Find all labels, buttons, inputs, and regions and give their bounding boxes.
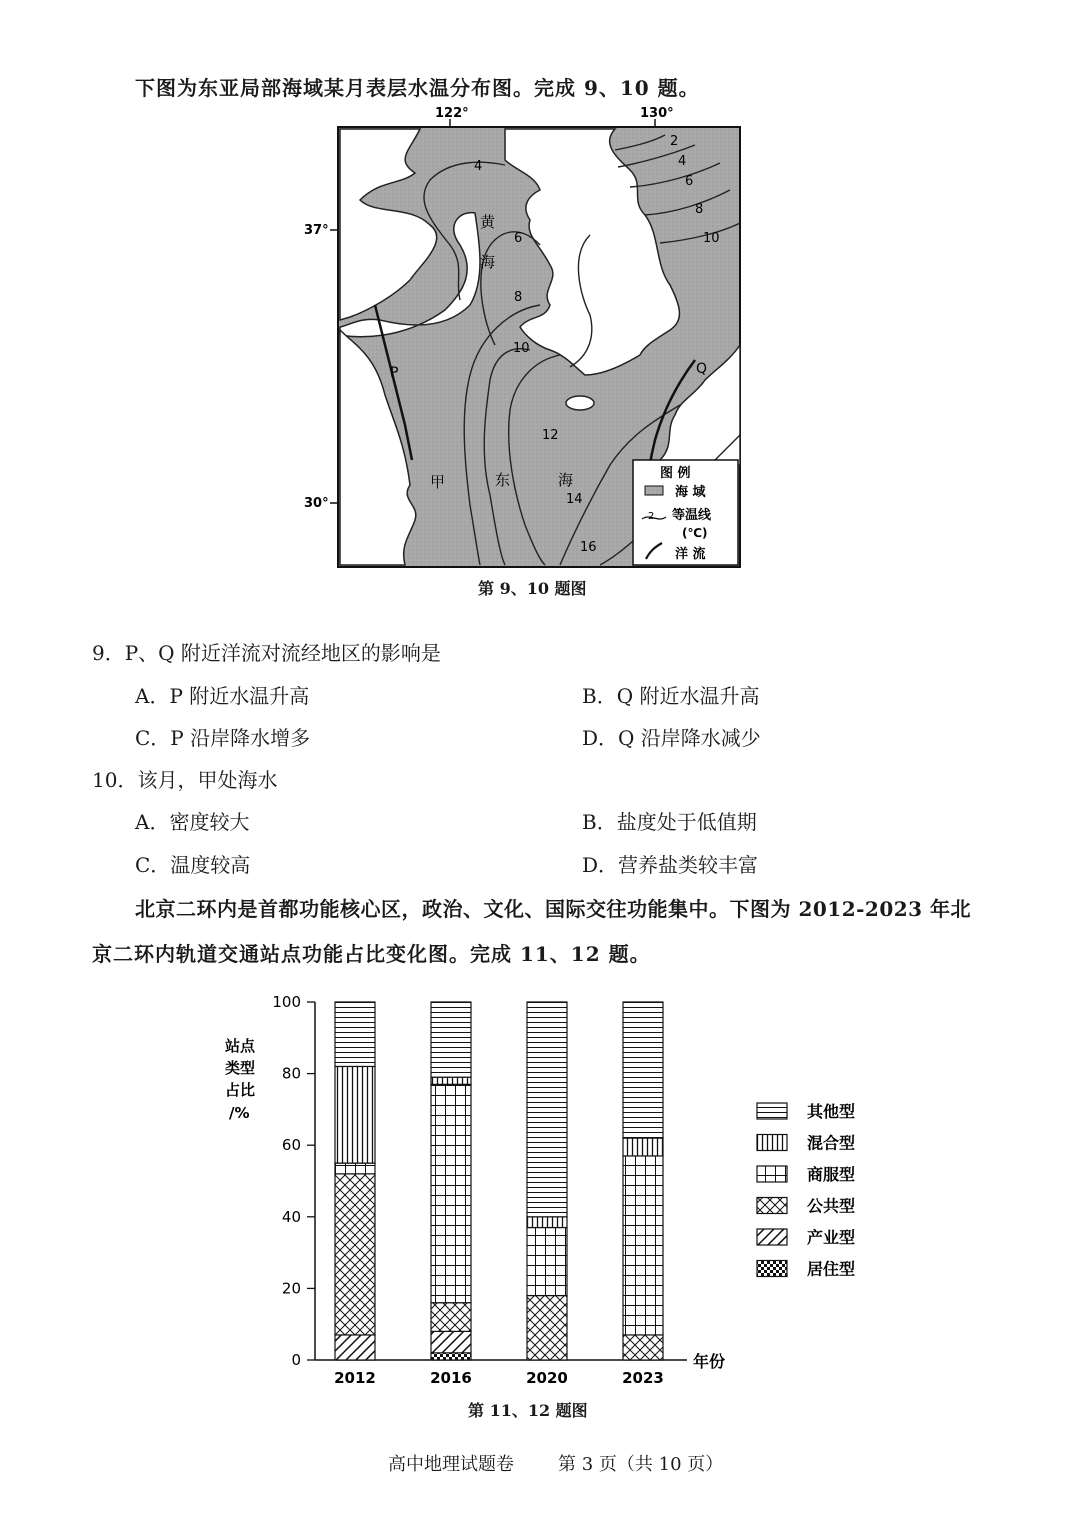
bar-segment-2016-产业型: [431, 1331, 471, 1352]
question-9-option-b: B．Q 附近水温升高: [582, 684, 760, 708]
isotherm-label-6-yellow: 6: [514, 231, 523, 246]
legend-swatch-其他型: [757, 1103, 787, 1119]
bar-segment-2020-混合型: [527, 1217, 567, 1228]
isotherm-label-6-east: 6: [685, 174, 694, 189]
legend-title: 图 例: [660, 466, 691, 481]
legend-current-label: 洋 流: [675, 547, 706, 562]
bar-segment-2012-其他型: [335, 1002, 375, 1066]
point-label-jia: 甲: [430, 473, 446, 491]
x-tick-label: 2016: [430, 1369, 472, 1385]
y-tick-label: 40: [281, 1207, 301, 1226]
legend-isotherm-unit: (℃): [682, 526, 708, 540]
chart-caption: 第 11、12 题图: [468, 1401, 588, 1420]
x-tick-label: 2020: [526, 1369, 568, 1385]
question-9-option-c: C．P 沿岸降水增多: [135, 726, 311, 750]
y-tick-label: 80: [281, 1064, 301, 1083]
bar-segment-2023-公共型: [623, 1335, 663, 1360]
station-function-chart: [215, 985, 915, 1385]
sea-label-huang: 黄: [480, 213, 496, 231]
intro-text-2-line-1: 北京二环内是首都功能核心区，政治、文化、国际交往功能集中。下图为 2012-2023 年北: [135, 897, 972, 921]
bar-segment-2012-混合型: [335, 1066, 375, 1163]
y-tick-label: 20: [281, 1279, 301, 1298]
y-axis-title-line-4: /%: [229, 1104, 250, 1122]
question-9-stem: 9．P、Q 附近洋流对流经地区的影响是: [92, 641, 441, 665]
y-tick-label: 60: [281, 1136, 301, 1155]
isotherm-label-12: 12: [542, 428, 559, 443]
legend-swatch-产业型: [757, 1229, 787, 1245]
y-axis-title-line-3: 占比: [225, 1081, 256, 1099]
isotherm-label-16: 16: [580, 540, 597, 555]
legend-swatch-公共型: [757, 1198, 787, 1214]
isotherm-label-8-east: 8: [695, 202, 704, 217]
lat-label-37: 37°: [304, 223, 329, 238]
bar-segment-2016-商服型: [431, 1084, 471, 1302]
isotherm-label-2: 2: [670, 134, 679, 149]
lat-label-30: 30°: [304, 496, 329, 511]
bar-segment-2023-商服型: [623, 1156, 663, 1335]
sea-label-dong: 东: [495, 471, 511, 489]
bar-segment-2020-商服型: [527, 1228, 567, 1296]
y-tick-label: 100: [272, 993, 301, 1011]
sea-label-hai-1: 海: [480, 253, 496, 271]
legend-sea-swatch: [645, 486, 663, 495]
sea-label-hai-2: 海: [558, 471, 574, 489]
question-10-stem: 10．该月，甲处海水: [92, 768, 278, 792]
legend-swatch-混合型: [757, 1135, 787, 1151]
footer-subject: 高中地理试题卷: [388, 1454, 514, 1475]
legend-label: 居住型: [807, 1259, 856, 1279]
legend-isotherm-label: 等温线: [672, 508, 712, 523]
bar-segment-2012-产业型: [335, 1335, 375, 1360]
y-axis-title-line-2: 类型: [225, 1059, 256, 1077]
question-10-option-a: A．密度较大: [135, 810, 250, 834]
bar-segment-2012-公共型: [335, 1174, 375, 1335]
legend-swatch-商服型: [757, 1166, 787, 1182]
legend-sea-label: 海 域: [675, 485, 706, 500]
legend-swatch-居住型: [757, 1261, 787, 1277]
isotherm-label-4-west: 4: [474, 159, 483, 174]
map-legend: [633, 460, 738, 565]
isotherm-label-8-mid: 8: [514, 290, 523, 305]
legend-isotherm-sample: 2: [648, 511, 655, 522]
bar-segment-2016-其他型: [431, 1002, 471, 1077]
lon-label-122: 122°: [435, 106, 469, 121]
intro-text-2-line-2: 京二环内轨道交通站点功能占比变化图。完成 11、12 题。: [92, 942, 651, 966]
legend-label: 商服型: [807, 1165, 856, 1184]
lon-label-130: 130°: [640, 106, 674, 121]
x-tick-label: 2012: [334, 1369, 376, 1385]
legend-label: 混合型: [807, 1133, 856, 1153]
isotherm-label-10-east: 10: [703, 231, 720, 246]
isotherm-label-10-mid: 10: [513, 341, 530, 356]
bar-segment-2012-商服型: [335, 1163, 375, 1174]
bar-segment-2023-其他型: [623, 1002, 663, 1138]
legend-label: 产业型: [807, 1228, 856, 1247]
y-axis-title-line-1: 站点: [225, 1037, 256, 1055]
map-caption: 第 9、10 题图: [478, 579, 587, 598]
legend-label: 其他型: [807, 1102, 856, 1121]
bar-segment-2020-公共型: [527, 1296, 567, 1360]
x-tick-label: 2023: [622, 1369, 664, 1385]
question-10-option-c: C．温度较高: [135, 853, 251, 877]
map-island: [566, 396, 594, 410]
legend-label: 公共型: [807, 1196, 856, 1216]
question-10-option-b: B．盐度处于低值期: [582, 810, 757, 834]
intro-text-1: 下图为东亚局部海域某月表层水温分布图。完成 9、10 题。: [135, 76, 700, 100]
current-label-p: P: [390, 365, 399, 381]
current-label-q: Q: [696, 361, 708, 377]
bar-segment-2023-混合型: [623, 1138, 663, 1156]
sea-temperature-map: [300, 105, 770, 575]
bar-segment-2016-公共型: [431, 1303, 471, 1332]
x-axis-title: 年份: [693, 1352, 726, 1371]
bar-segment-2016-混合型: [431, 1077, 471, 1084]
isotherm-label-14: 14: [566, 492, 583, 507]
isotherm-label-4-east: 4: [678, 154, 687, 169]
question-10-option-d: D．营养盐类较丰富: [582, 853, 759, 877]
question-9-option-d: D．Q 沿岸降水减少: [582, 726, 761, 750]
bar-segment-2016-居住型: [431, 1353, 471, 1360]
bar-segment-2020-其他型: [527, 1002, 567, 1217]
footer-page-number: 第 3 页（共 10 页）: [558, 1454, 724, 1475]
y-tick-label: 0: [291, 1351, 301, 1369]
question-9-option-a: A．P 附近水温升高: [135, 684, 310, 708]
